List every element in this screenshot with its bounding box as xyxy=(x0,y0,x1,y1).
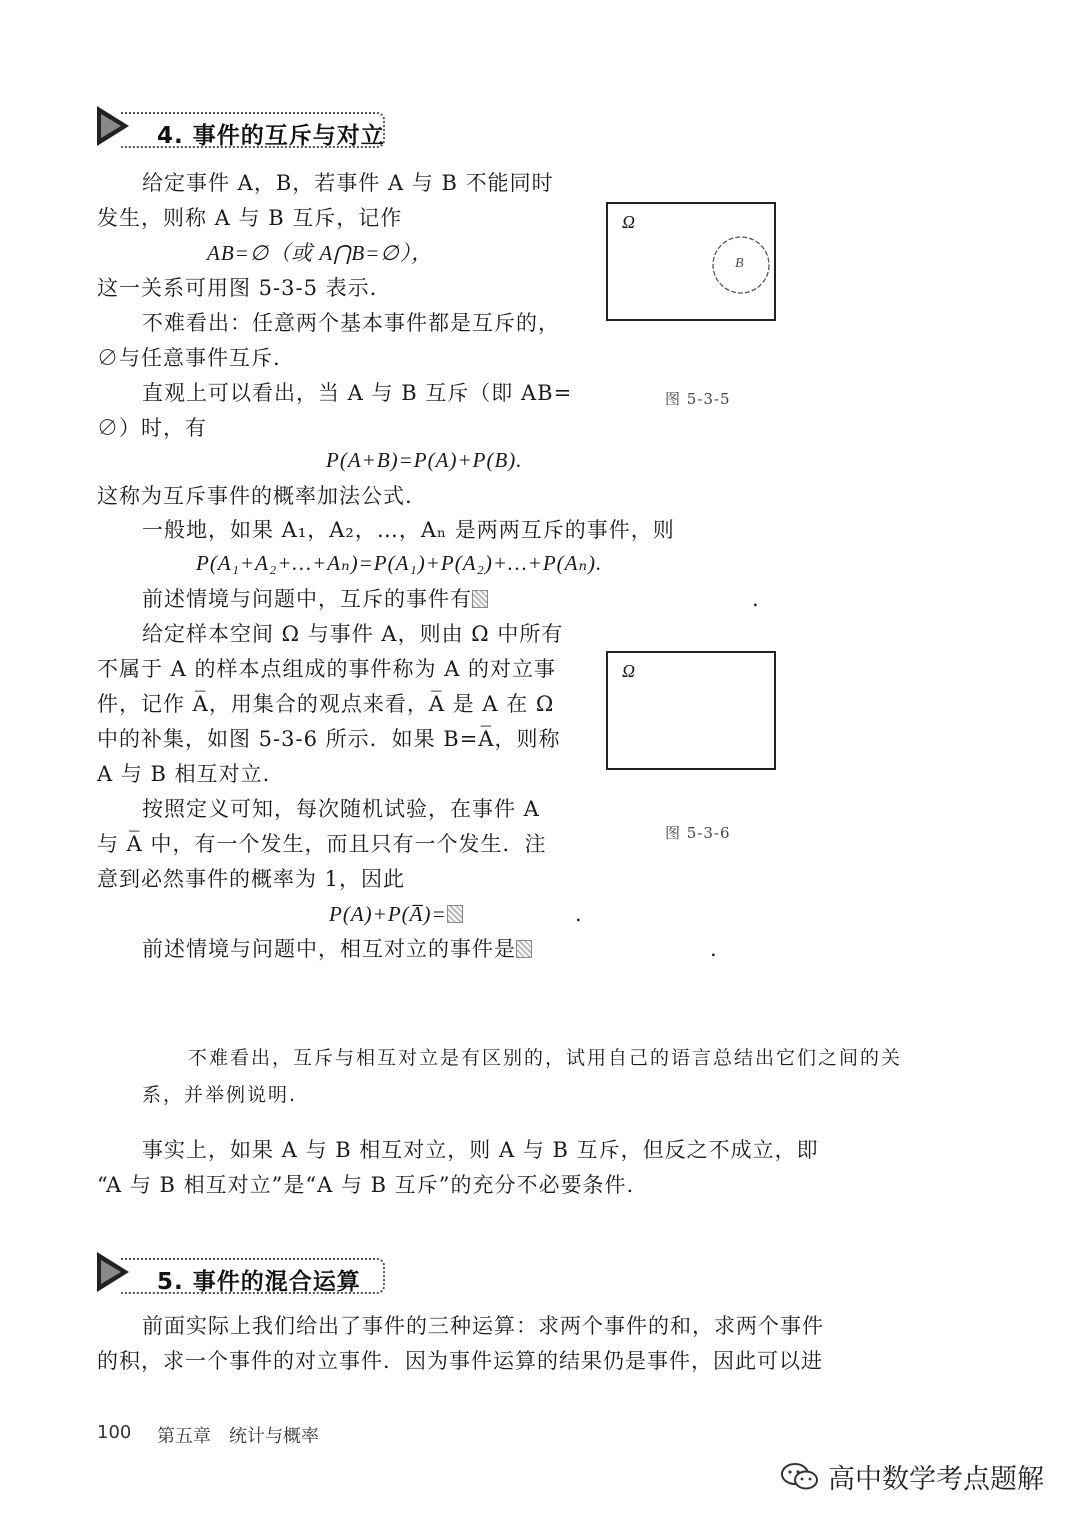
section-5-header xyxy=(95,1250,395,1294)
section-5-title: 5. 事件的混合运算 xyxy=(157,1269,361,1295)
text-line: “A 与 B 相互对立”是“A 与 B 互斥”的充分不必要条件. xyxy=(97,1173,635,1197)
text-line: 一般地，如果 A₁，A₂，…，Aₙ 是两两互斥的事件，则 xyxy=(142,518,675,542)
answer-blank[interactable] xyxy=(516,940,532,958)
formula-complement: P(A)+P(A̅)= xyxy=(329,902,447,926)
venn-diagram-5-3-6 xyxy=(606,651,776,770)
text-line: 与 A̅ 中，有一个发生，而且只有一个发生．注 xyxy=(97,832,547,856)
note-line: 系，并举例说明. xyxy=(142,1084,298,1106)
figure-caption: 图 5-3-6 xyxy=(665,824,731,842)
text-line: 中的补集，如图 5-3-6 所示．如果 B=A̅，则称 xyxy=(97,727,561,751)
omega-label: Ω xyxy=(622,661,636,681)
text-line: 给定事件 A，B，若事件 A 与 B 不能同时 xyxy=(142,171,554,195)
text-line: 不属于 A 的样本点组成的事件称为 A 的对立事 xyxy=(97,657,557,681)
text-line: 发生，则称 A 与 B 互斥，记作 xyxy=(97,206,403,230)
text-line: ∅）时，有 xyxy=(97,416,207,440)
text-line: ∅与任意事件互斥. xyxy=(97,346,281,370)
text-line: 件，记作 A̅，用集合的观点来看，A̅ 是 A 在 Ω xyxy=(97,692,555,716)
wechat-icon xyxy=(780,1461,820,1493)
end-period: . xyxy=(575,902,583,926)
text-line: 前面实际上我们给出了事件的三种运算：求两个事件的和，求两个事件 xyxy=(142,1314,824,1338)
text-line: 这一关系可用图 5-3-5 表示. xyxy=(97,276,378,300)
end-period: . xyxy=(752,587,760,611)
text-line: 的积，求一个事件的对立事件．因为事件运算的结果仍是事件，因此可以进 xyxy=(97,1349,823,1373)
question-text: 前述情境与问题中，互斥的事件有 xyxy=(142,587,472,611)
text-line: 意到必然事件的概率为 1，因此 xyxy=(97,867,406,891)
note-line: 不难看出，互斥与相互对立是有区别的，试用自己的语言总结出它们之间的关 xyxy=(188,1047,903,1069)
figure-caption: 图 5-3-5 xyxy=(665,390,731,408)
text-line: 按照定义可知，每次随机试验，在事件 A xyxy=(142,797,540,821)
formula-addition: P(A+B)=P(A)+P(B). xyxy=(326,448,523,472)
formula-general-addition: P(A₁+A₂+…+Aₙ)=P(A₁)+P(A₂)+…+P(Aₙ). xyxy=(196,551,603,575)
section-4-header xyxy=(95,104,395,148)
watermark xyxy=(780,1457,1044,1496)
formula-mutex: AB=∅（或 A⋂B=∅）， xyxy=(207,241,434,265)
formula-complement-line xyxy=(329,904,463,925)
text-line: A 与 B 相互对立. xyxy=(97,762,271,786)
question-mutex-line xyxy=(142,589,488,610)
text-line: 给定样本空间 Ω 与事件 A，则由 Ω 中所有 xyxy=(142,622,564,646)
omega-label: Ω xyxy=(622,212,636,232)
section-4-title: 4. 事件的互斥与对立 xyxy=(157,123,385,149)
end-period: . xyxy=(710,937,718,961)
venn-diagram-5-3-5 xyxy=(606,202,776,321)
text-line: 不难看出：任意两个基本事件都是互斥的， xyxy=(142,311,560,335)
answer-blank[interactable] xyxy=(447,905,463,923)
question-opposite-line xyxy=(142,939,532,960)
text-line: 事实上，如果 A 与 B 相互对立，则 A 与 B 互斥，但反之不成立，即 xyxy=(142,1138,819,1162)
question-text: 前述情境与问题中，相互对立的事件是 xyxy=(142,937,516,961)
set-b-label: B xyxy=(735,256,744,271)
text-line: 这称为互斥事件的概率加法公式. xyxy=(97,484,413,508)
text-line: 直观上可以看出，当 A 与 B 互斥（即 AB= xyxy=(142,381,573,405)
answer-blank[interactable] xyxy=(472,590,488,608)
chapter-title: 第五章 统计与概率 xyxy=(157,1426,319,1447)
watermark-text: 高中数学考点题解 xyxy=(828,1464,1044,1495)
page-number: 100 xyxy=(97,1422,132,1443)
